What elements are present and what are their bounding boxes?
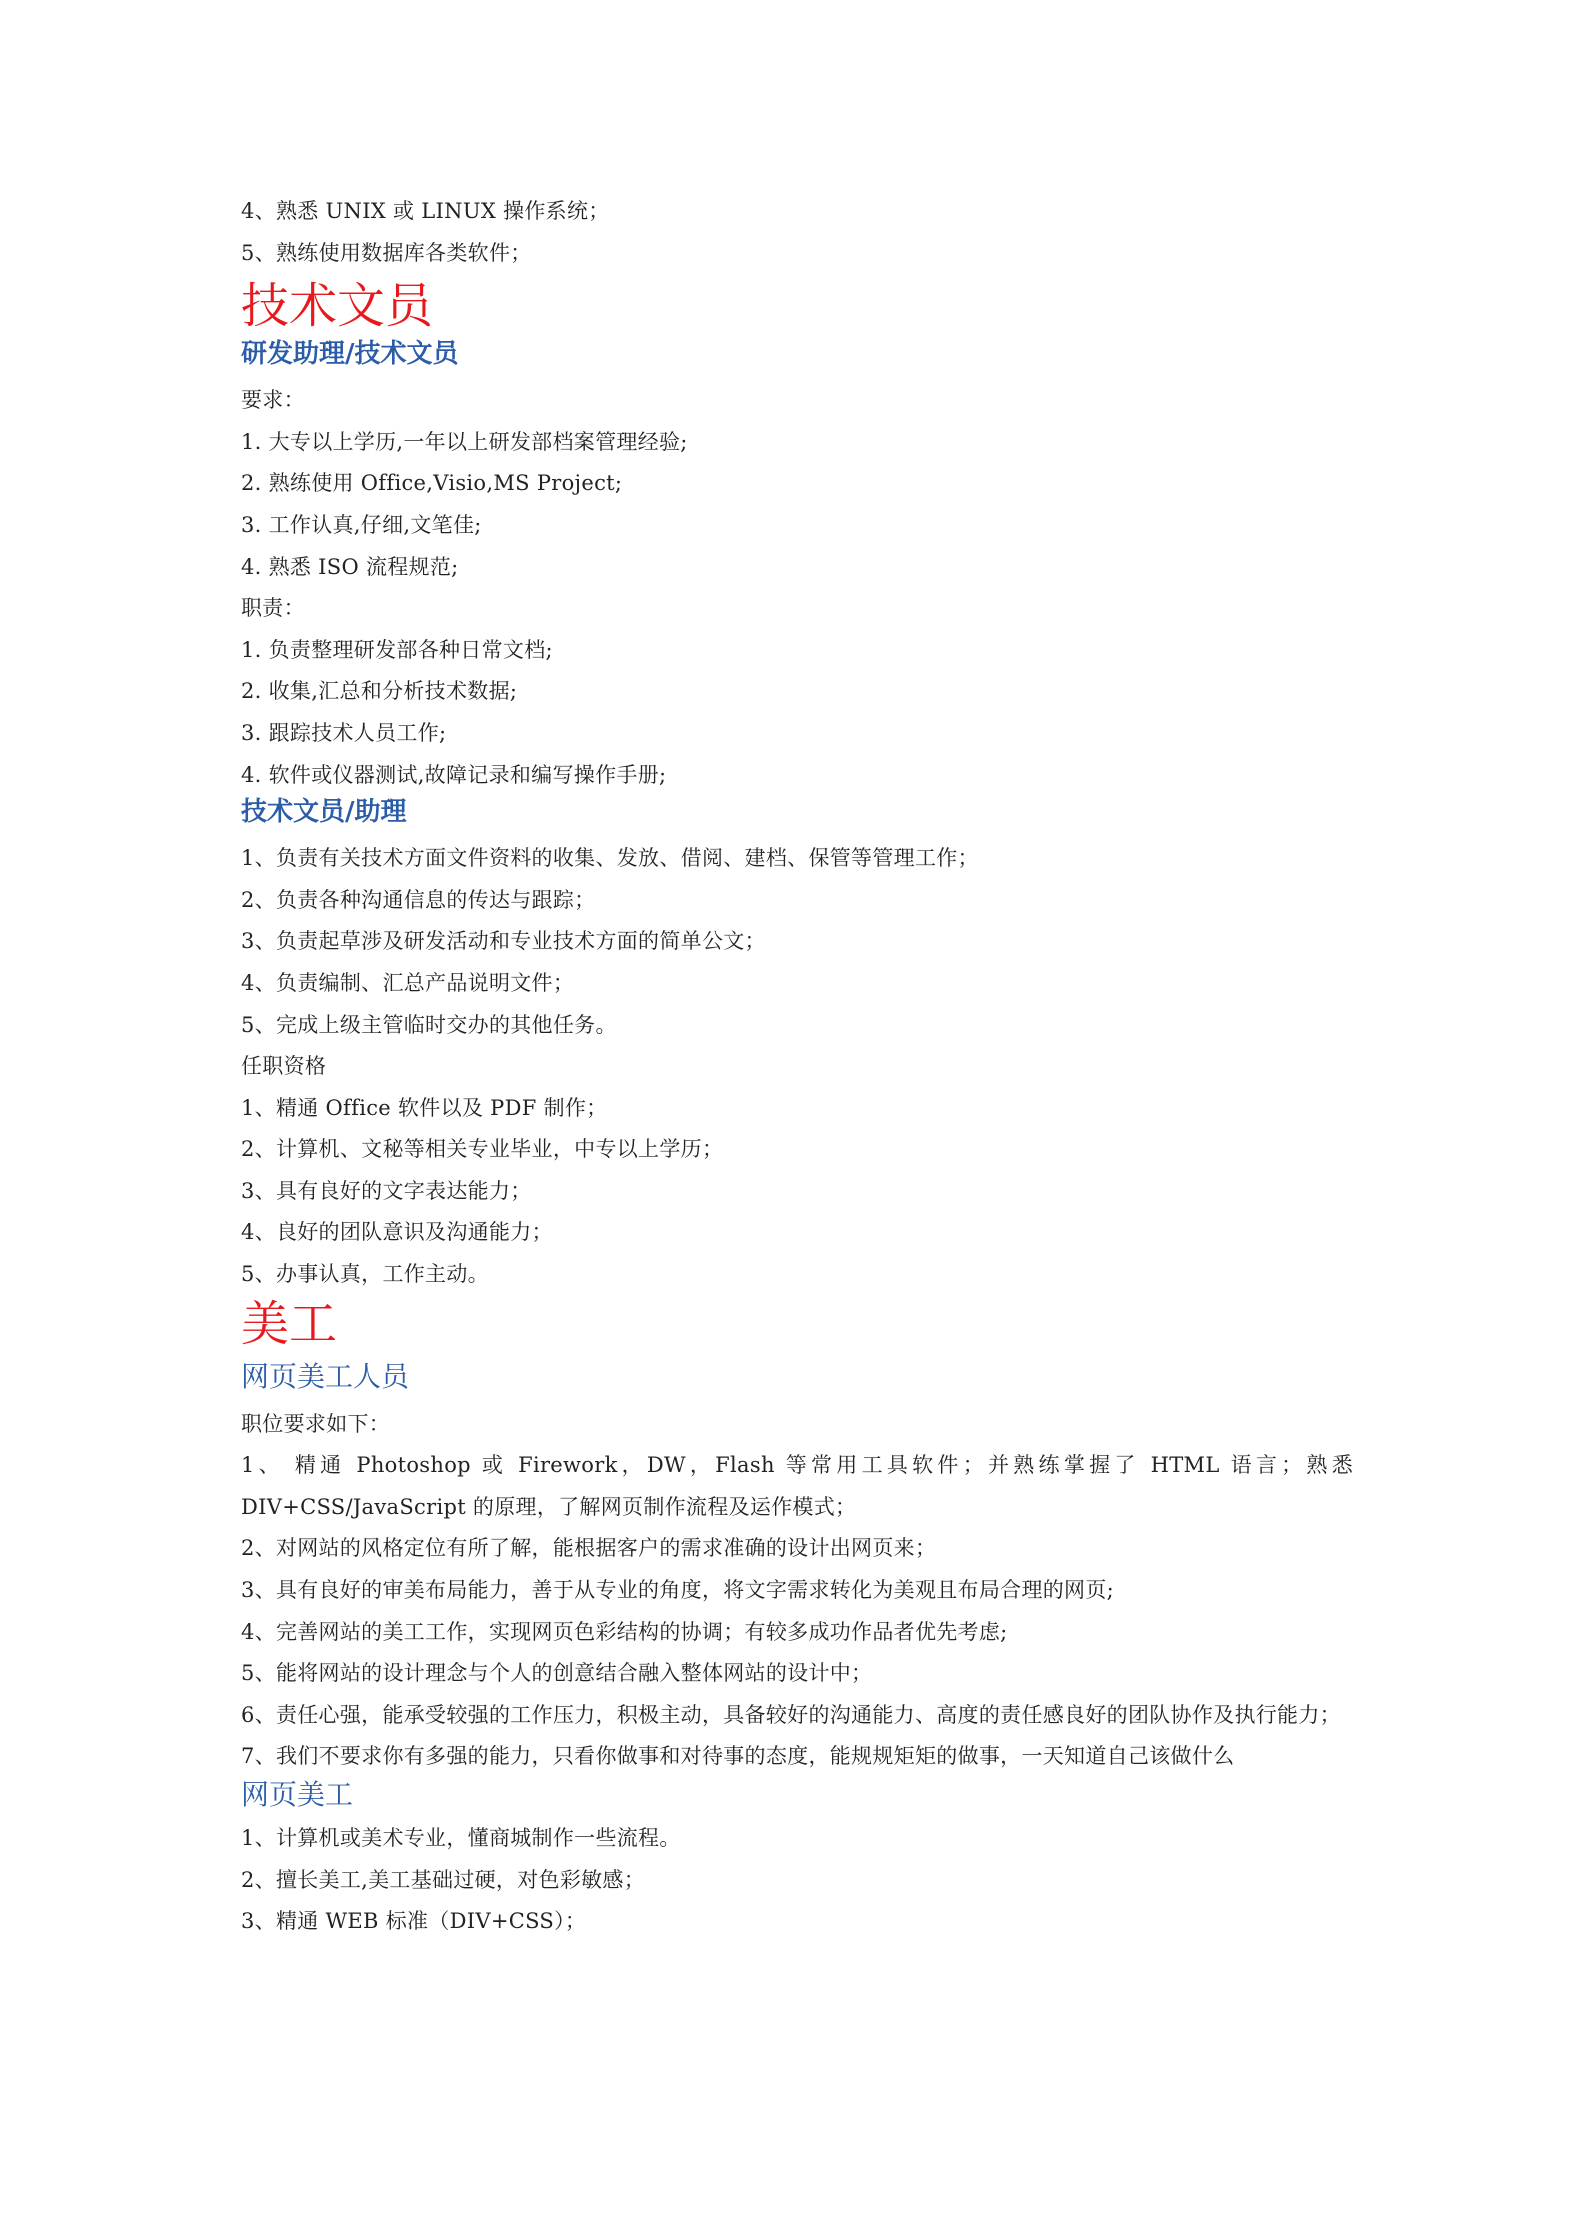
list-item: 3、具有良好的审美布局能力，善于从专业的角度，将文字需求转化为美观且布局合理的网页; (241, 1578, 1115, 1603)
document-page (241, 191, 1353, 1943)
list-item: 3、精通 WEB 标准（DIV+CSS）； (241, 1909, 587, 1934)
list-item: 1、计算机或美术专业，懂商城制作一些流程。 (241, 1826, 681, 1850)
list-item: 2、负责各种沟通信息的传达与跟踪； (241, 887, 596, 912)
list-item: 4. 软件或仪器测试,故障记录和编写操作手册; (241, 762, 667, 787)
intro-text: 职位要求如下： (241, 1411, 391, 1436)
list-item: 2、擅长美工,美工基础过硬，对色彩敏感； (241, 1867, 646, 1892)
subsection-title-rd-assistant: 研发助理/技术文员 (241, 339, 459, 370)
list-item: 1、精通 Office 软件以及 PDF 制作； (241, 1095, 608, 1120)
subsection-title-web-art: 网页美工 (241, 1778, 354, 1811)
subsection-title-web-artist: 网页美工人员 (241, 1359, 410, 1393)
list-item: 1. 负责整理研发部各种日常文档; (241, 637, 553, 662)
list-item: 6、责任心强，能承受较强的工作压力，积极主动，具备较好的沟通能力、高度的责任感良好的团队协作及执行能力； (241, 1702, 1341, 1727)
list-item: 2、对网站的风格定位有所了解，能根据客户的需求准确的设计出网页来； (241, 1536, 937, 1561)
section-title-tech-writer: 技术文员 (241, 278, 434, 335)
list-item: 4、熟悉 UNIX 或 LINUX 操作系统； (241, 199, 610, 223)
list-item: 5、熟练使用数据库各类软件； (241, 240, 532, 265)
section-title-art: 美工 (241, 1295, 338, 1352)
qualifications-label: 任职资格 (241, 1054, 327, 1079)
list-item: 3. 工作认真,仔细,文笔佳; (241, 512, 482, 537)
list-item: 4、完善网站的美工工作，实现网页色彩结构的协调；有较多成功作品者优先考虑; (241, 1619, 1008, 1644)
list-item: 3. 跟踪技术人员工作; (241, 720, 447, 745)
requirements-label: 要求： (241, 388, 305, 413)
list-item: 4、良好的团队意识及沟通能力； (241, 1220, 553, 1245)
list-item: 3、负责起草涉及研发活动和专业技术方面的简单公文； (241, 929, 766, 954)
list-item: 7、我们不要求你有多强的能力，只看你做事和对待事的态度，能规规矩矩的做事，一天知道自己该做什么 (241, 1744, 1235, 1769)
duties-label: 职责： (241, 596, 305, 621)
list-item: 4. 熟悉 ISO 流程规范; (241, 554, 459, 579)
list-item: 1、负责有关技术方面文件资料的收集、发放、借阅、建档、保管等管理工作； (241, 846, 979, 871)
list-item: 2、计算机、文秘等相关专业毕业，中专以上学历； (241, 1137, 724, 1162)
list-item: 5、能将网站的设计理念与个人的创意结合融入整体网站的设计中； (241, 1661, 873, 1686)
list-item: 4、负责编制、汇总产品说明文件； (241, 970, 575, 995)
list-item: 2. 熟练使用 Office,Visio,MS Project; (241, 471, 623, 496)
subsection-title-tech-clerk: 技术文员/助理 (241, 797, 407, 828)
list-item: 5、完成上级主管临时交办的其他任务。 (241, 1012, 617, 1037)
list-item: 5、办事认真，工作主动。 (241, 1262, 489, 1287)
list-item: 1. 大专以上学历,一年以上研发部档案管理经验; (241, 429, 688, 454)
list-item: 1、 精通 Photoshop 或 Firework，DW，Flash 等常用工具软件；并熟练掌握了 HTML 语言；熟悉 DIV+CSS/JavaScript 的原理，了解网页制作流程及运作模式； (241, 1453, 1353, 1519)
list-item: 2. 收集,汇总和分析技术数据; (241, 679, 518, 704)
list-item: 3、具有良好的文字表达能力； (241, 1178, 532, 1203)
